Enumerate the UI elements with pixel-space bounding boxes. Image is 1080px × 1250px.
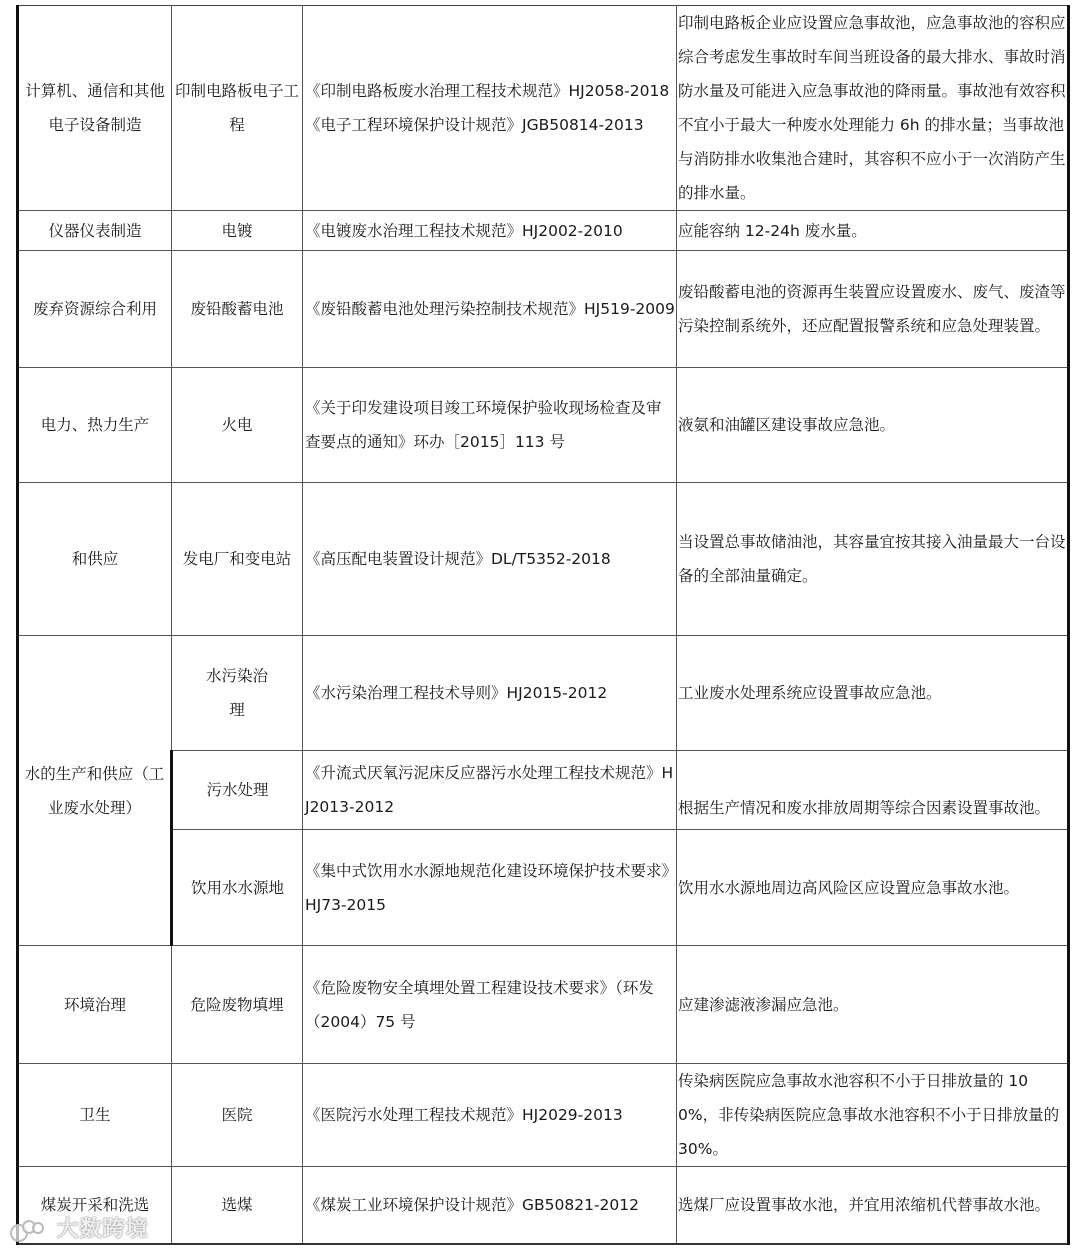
standard-text: 《高压配电装置设计规范》DL/T5352-2018 <box>305 550 611 568</box>
requirement-text: 废铅酸蓄电池的资源再生装置应设置废水、废气、废渣等污染控制系统外，还应配置报警系统和应急处理装置。 <box>678 283 1066 335</box>
standard-cell <box>303 211 677 251</box>
industry-text: 电力、热力生产 <box>40 416 150 434</box>
watermark <box>8 1212 149 1243</box>
sub-category-cell <box>172 483 303 636</box>
standard-cell <box>303 368 677 483</box>
table-row <box>18 1167 1069 1244</box>
sub-category-cell <box>172 211 303 251</box>
requirement-text: 应能容纳 12-24h 废水量。 <box>678 221 867 240</box>
table-row <box>18 251 1069 368</box>
standard-cell <box>303 946 677 1064</box>
standard-text: 《电镀废水治理工程技术规范》HJ2002-2010 <box>305 221 623 240</box>
standard-cell <box>303 830 677 946</box>
requirement-text: 选煤厂应设置事故水池，并宜用浓缩机代替事故水池。 <box>678 1195 1051 1214</box>
standard-cell <box>303 636 677 751</box>
sub-category-text: 医院 <box>221 1106 253 1124</box>
requirement-cell <box>677 830 1069 946</box>
industry-cell <box>18 636 172 946</box>
standard-text: 《煤炭工业环境保护设计规范》GB50821-2012 <box>305 1195 639 1214</box>
industry-text: 环境治理 <box>63 995 126 1014</box>
standard-text: 《关于印发建设项目竣工环境保护验收现场检查及审查要点的通知》环办［2015］113 号 <box>305 399 662 451</box>
industry-text: 水的生产和供应（工业废水处理） <box>24 764 165 817</box>
requirement-text: 饮用水水源地周边高风险区应设置应急事故水池。 <box>678 878 1020 897</box>
requirement-cell <box>677 6 1069 211</box>
requirement-text: 当设置总事故储油池，其容量宜按其接入油量最大一台设备的全部油量确定。 <box>678 533 1066 585</box>
sub-category-text: 水污染治理 <box>205 667 268 719</box>
standard-cell <box>303 251 677 368</box>
standard-cell <box>303 483 677 636</box>
industry-text: 煤炭开采和洗选 <box>40 1195 150 1214</box>
requirement-text: 应建渗滤液渗漏应急池。 <box>678 995 849 1014</box>
sub-category-cell <box>172 636 303 751</box>
industry-text: 卫生 <box>79 1106 111 1124</box>
standards-table <box>16 5 1070 1245</box>
table-row <box>18 751 1069 830</box>
standard-text: 《危险废物安全填埋处置工程建设技术要求》（环发（2004）75 号 <box>305 978 654 1031</box>
requirement-cell <box>677 636 1069 751</box>
standard-text: 《废铅酸蓄电池处理污染控制技术规范》HJ519-2009 <box>305 300 675 318</box>
sub-category-text: 选煤 <box>221 1195 253 1214</box>
requirement-text: 印制电路板企业应设置应急事故池，应急事故池的容积应综合考虑发生事故时车间当班设备的最大排水、事故时消防水量及可能进入应急事故池的降雨量。事故池有效容积不宜小于最大一种废水处理能力 6h 的排水量；当事故池与消防排水收集池合建时，其容积不应小于一次消防产生的排水量。 <box>678 14 1066 202</box>
sub-category-cell <box>172 751 303 830</box>
industry-cell <box>18 483 172 636</box>
sub-category-cell <box>172 830 303 946</box>
requirement-cell <box>677 211 1069 251</box>
industry-cell <box>18 211 172 251</box>
requirement-cell <box>677 751 1069 830</box>
table-row <box>18 1064 1069 1167</box>
sub-category-text: 废铅酸蓄电池 <box>190 300 284 318</box>
table-row <box>18 368 1069 483</box>
sub-category-text: 电镀 <box>221 221 253 240</box>
industry-text: 计算机、通信和其他电子设备制造 <box>25 82 165 134</box>
sub-category-cell <box>172 946 303 1064</box>
requirement-text: 工业废水处理系统应设置事故应急池。 <box>678 684 942 702</box>
standard-text: 《集中式饮用水水源地规范化建设环境保护技术要求》HJ73-2015 <box>305 861 670 914</box>
sub-category-cell <box>172 1167 303 1244</box>
sub-category-text: 污水处理 <box>206 781 269 799</box>
standard-text: 《水污染治理工程技术导则》HJ2015-2012 <box>305 684 608 702</box>
table-row <box>18 830 1069 946</box>
industry-text: 和供应 <box>71 550 119 568</box>
requirement-text: 根据生产情况和废水排放周期等综合因素设置事故池。 <box>678 799 1051 817</box>
requirement-text: 传染病医院应急事故水池容积不小于日排放量的 100%，非传染病医院应急事故水池容积不小于日排放量的 30%。 <box>678 1072 1060 1158</box>
industry-text: 废弃资源综合利用 <box>32 300 157 318</box>
requirement-cell <box>677 946 1069 1064</box>
sub-category-text: 饮用水水源地 <box>190 878 284 897</box>
standard-text: 《电子工程环境保护设计规范》JGB50814-2013 <box>305 116 644 134</box>
requirement-cell <box>677 483 1069 636</box>
requirement-cell <box>677 1167 1069 1244</box>
sub-category-cell <box>172 368 303 483</box>
industry-text: 仪器仪表制造 <box>48 221 142 240</box>
standard-cell <box>303 6 677 211</box>
sub-category-text: 危险废物填埋 <box>190 995 284 1014</box>
requirement-cell <box>677 251 1069 368</box>
industry-cell <box>18 368 172 483</box>
standard-text: 《印制电路板废水治理工程技术规范》HJ2058-2018 <box>305 82 670 100</box>
sub-category-cell <box>172 251 303 368</box>
requirement-cell <box>677 1064 1069 1167</box>
sub-category-text: 发电厂和变电站 <box>182 550 292 568</box>
industry-cell <box>18 6 172 211</box>
table-row <box>18 483 1069 636</box>
industry-cell <box>18 946 172 1064</box>
standard-cell <box>303 1167 677 1244</box>
standard-text: 《医院污水处理工程技术规范》HJ2029-2013 <box>305 1106 623 1124</box>
table-row <box>18 946 1069 1064</box>
standard-text: 《升流式厌氧污泥床反应器污水处理工程技术规范》HJ2013-2012 <box>305 764 674 816</box>
sub-category-cell <box>172 6 303 211</box>
sub-category-text: 印制电路板电子工程 <box>174 82 299 134</box>
requirement-cell <box>677 368 1069 483</box>
sub-category-cell <box>172 1064 303 1167</box>
requirement-text: 液氨和油罐区建设事故应急池。 <box>678 416 896 434</box>
table-row <box>18 211 1069 251</box>
watermark-text: 大数跨境 <box>56 1217 149 1242</box>
table-row <box>18 636 1069 751</box>
industry-cell <box>18 1064 172 1167</box>
table-row <box>18 6 1069 211</box>
chat-bubbles-logo-icon <box>8 1218 48 1242</box>
industry-cell <box>18 251 172 368</box>
standard-cell <box>303 1064 677 1167</box>
standard-cell <box>303 751 677 830</box>
sub-category-text: 火电 <box>221 416 253 434</box>
